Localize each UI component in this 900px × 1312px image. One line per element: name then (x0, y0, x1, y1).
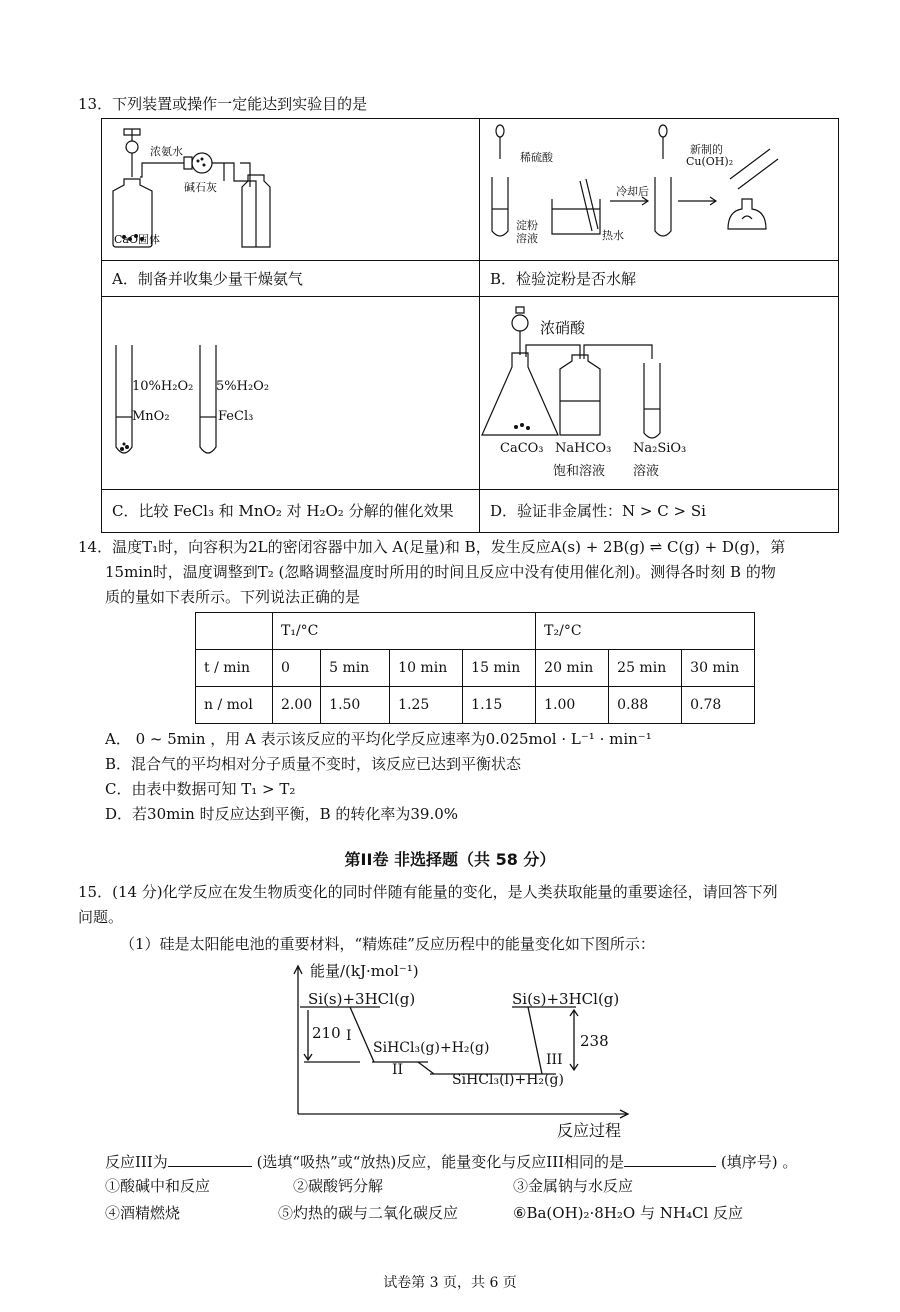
reaction-axis-label: 反应过程 (557, 1121, 622, 1140)
label-solution-b: 溶液 (516, 232, 538, 245)
level-right: Si(s)+3HCl(g) (512, 990, 620, 1008)
choice-6: ⑥Ba(OH)₂·8H₂O 与 NH₄Cl 反应 (513, 1204, 744, 1222)
time-cell: 30 min (682, 650, 755, 687)
b-moles-table (195, 612, 755, 724)
label-dilute-h2so4: 稀硫酸 (520, 151, 553, 164)
moles-cell: 0.78 (682, 687, 755, 724)
fill-in-line (105, 1150, 797, 1175)
label-saturated-solution: 饱和溶液 (553, 464, 606, 479)
time-cell: 5 min (321, 650, 390, 687)
choice-4: ④酒精燃烧 (105, 1204, 181, 1222)
fill-b: (选填“吸热”或“放热)反应，能量变化与反应III相同的是 (256, 1153, 625, 1171)
moles-cell: 2.00 (273, 687, 321, 724)
q14-option-b: B．混合气的平均相对分子质量不变时，该反应已达到平衡状态 (105, 755, 522, 773)
choice-1: ①酸碱中和反应 (105, 1177, 211, 1195)
energy-axis-label: 能量/(kJ·mol⁻¹) (310, 962, 419, 980)
option-b-caption: B．检验淀粉是否水解 (490, 270, 637, 288)
q14-line3: 质的量如下表所示。下列说法正确的是 (105, 588, 361, 606)
time-cell: 20 min (536, 650, 609, 687)
level-low: SiHCl₃(l)+H₂(g) (452, 1072, 564, 1088)
moles-cell: 1.25 (390, 687, 463, 724)
q14-option-a: A． 0 ~ 5min ，用 A 表示该反应的平均化学反应速率为0.025mol · L⁻¹ · min⁻¹ (105, 730, 652, 748)
t2-header: T₂/°C (536, 613, 755, 650)
level-left: Si(s)+3HCl(g) (308, 990, 416, 1008)
fill-c: (填序号) 。 (720, 1153, 798, 1171)
nonmetal-verification-diagram (480, 297, 840, 489)
label-fresh: 新制的 (690, 143, 723, 156)
choice-2: ②碳酸钙分解 (293, 1177, 384, 1195)
time-cell: 25 min (609, 650, 682, 687)
label-solution-d: 溶液 (633, 464, 660, 479)
label-mno2: MnO₂ (132, 409, 170, 424)
option-c-caption: C．比较 FeCl₃ 和 MnO₂ 对 H₂O₂ 分解的催化效果 (112, 502, 454, 520)
time-cell: 10 min (390, 650, 463, 687)
label-conc-ammonia: 浓氨水 (150, 145, 183, 158)
q15-line1: 15．(14 分)化学反应在发生物质变化的同时伴随有能量的变化，是人类获取能量的重要途径，请回答下列 (78, 883, 778, 901)
moles-cell: 1.50 (321, 687, 390, 724)
step-iii: III (546, 1052, 563, 1068)
label-conc-hno3: 浓硝酸 (540, 319, 586, 337)
q15-line2: 问题。 (78, 908, 124, 926)
label-after-cooling: 冷却后 (616, 185, 649, 198)
label-soda-lime: 碱石灰 (184, 181, 217, 194)
answer-blank-1[interactable] (168, 1166, 252, 1167)
option-a-caption: A．制备并收集少量干燥氨气 (112, 270, 303, 288)
label-starch: 淀粉 (516, 219, 538, 232)
label-fecl3: FeCl₃ (218, 409, 254, 424)
section-heading: 第II卷 非选择题（共 58 分） (344, 850, 556, 869)
moles-cell: 1.00 (536, 687, 609, 724)
moles-cell: 0.88 (609, 687, 682, 724)
time-cell: 15 min (463, 650, 536, 687)
label-na2sio3: Na₂SiO₃ (633, 441, 687, 456)
label-10pct-h2o2: 10%H₂O₂ (132, 379, 194, 394)
q14-line1: 14．温度T₁时，向容积为2L的密闭容器中加入 A(足量)和 B，发生反应A(s) + 2B(g) ⇌ C(g) + D(g)，第 (78, 538, 786, 556)
fill-a: 反应III为 (105, 1153, 168, 1171)
option-d-caption: D．验证非金属性：N > C > Si (490, 502, 706, 520)
step-i: I (346, 1028, 352, 1044)
label-caco3: CaCO₃ (500, 441, 544, 456)
t1-header: T₁/°C (273, 613, 536, 650)
q13-title: 13．下列装置或操作一定能达到实验目的是 (78, 95, 368, 113)
label-5pct-h2o2: 5%H₂O₂ (216, 379, 270, 394)
q14-option-d: D．若30min 时反应达到平衡，B 的转化率为39.0% (105, 805, 459, 823)
label-cuoh2: Cu(OH)₂ (686, 155, 734, 168)
value-238: 238 (580, 1032, 609, 1050)
value-210: 210 (312, 1024, 341, 1042)
answer-blank-2[interactable] (624, 1166, 716, 1167)
moles-cell: 1.15 (463, 687, 536, 724)
q14-line2: 15min时，温度调整到T₂ (忽略调整温度时所用的时间且反应中没有使用催化剂)。测得各时刻 B 的物 (105, 563, 776, 581)
choice-5: ⑤灼热的碳与二氧化碳反应 (278, 1204, 459, 1222)
time-cell: 0 (273, 650, 321, 687)
q13-options-grid (101, 118, 839, 533)
moles-row-label: n / mol (196, 687, 273, 724)
q15-sub1: （1）硅是太阳能电池的重要材料，“精炼硅”反应历程中的能量变化如下图所示： (120, 935, 655, 953)
time-row-label: t / min (196, 650, 273, 687)
q14-option-c: C．由表中数据可知 T₁ > T₂ (105, 780, 296, 798)
label-nahco3: NaHCO₃ (555, 441, 612, 456)
label-cao-solid: CaO固体 (114, 233, 160, 246)
label-hot-water: 热水 (602, 229, 624, 242)
step-ii: II (392, 1062, 404, 1078)
choice-3: ③金属钠与水反应 (513, 1177, 634, 1195)
page-footer: 试卷第 3 页，共 6 页 (383, 1275, 517, 1291)
level-mid: SiHCl₃(g)+H₂(g) (373, 1040, 490, 1056)
